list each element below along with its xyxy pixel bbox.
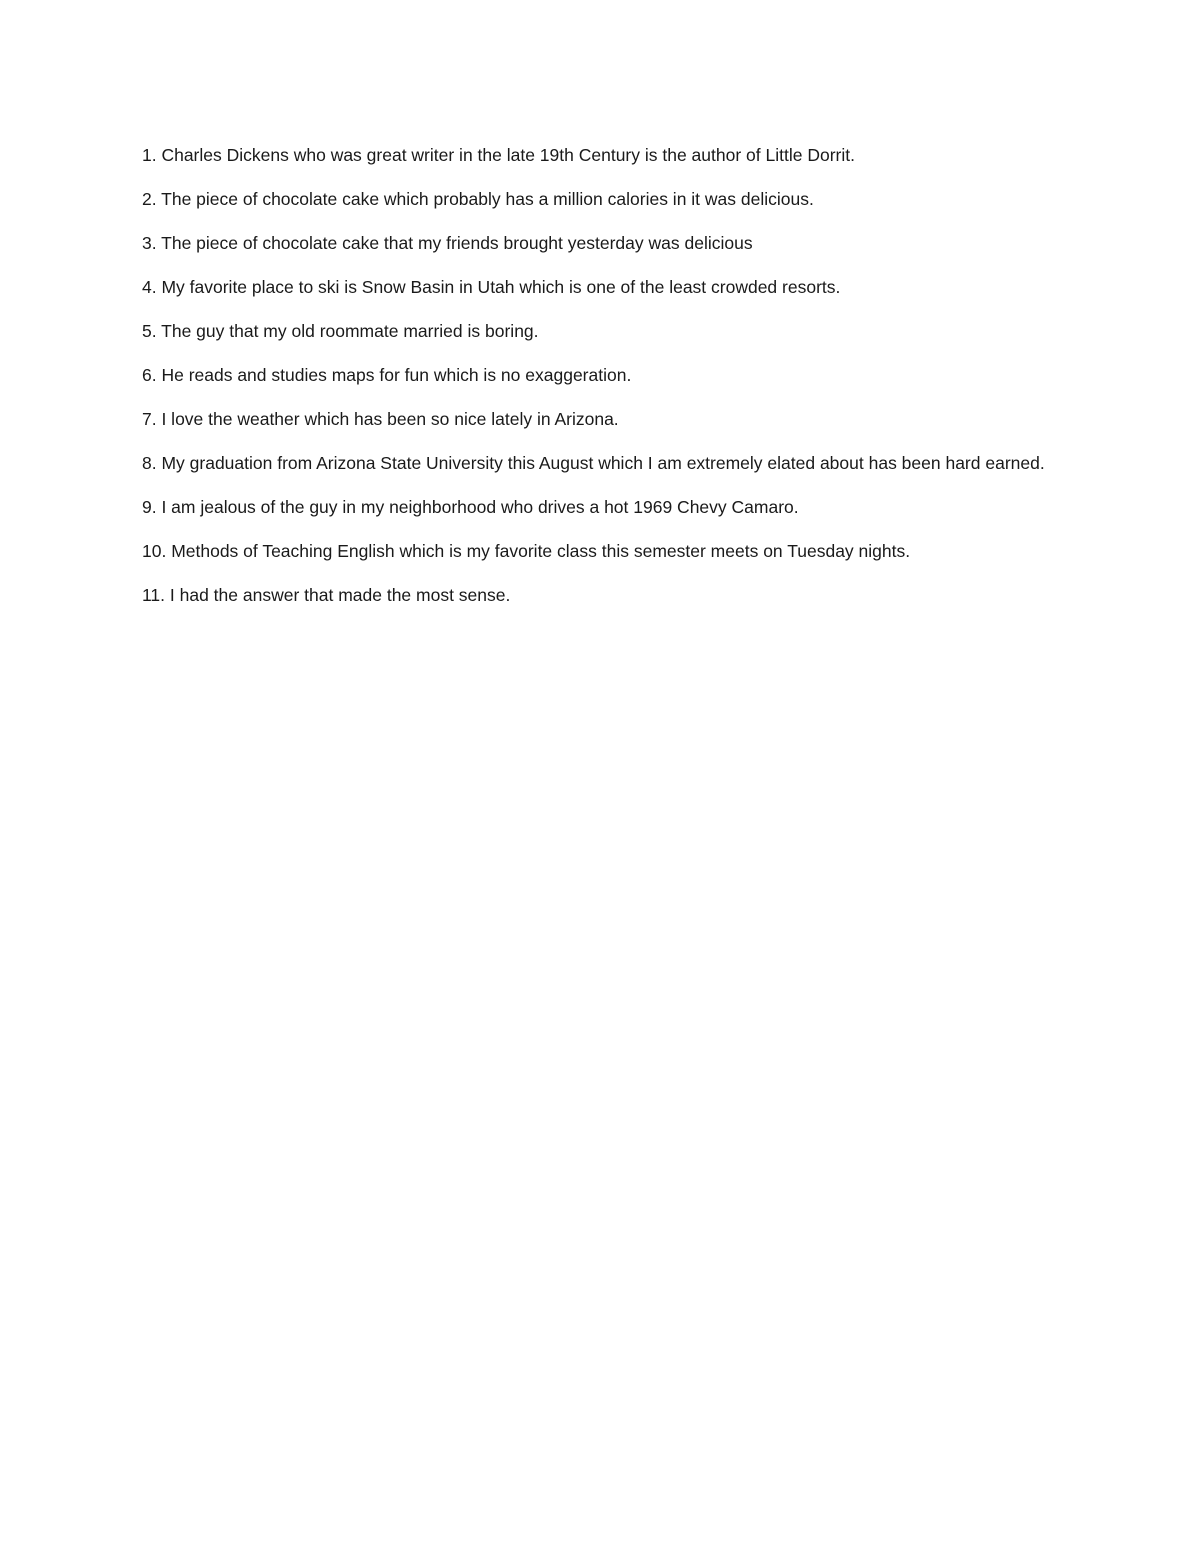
sentence-item: 6. He reads and studies maps for fun which is no exaggeration. bbox=[142, 365, 632, 385]
sentence-item: 1. Charles Dickens who was great writer in the late 19th Century is the author of Little Dorrit. bbox=[142, 145, 855, 165]
sentence-item: 9. I am jealous of the guy in my neighborhood who drives a hot 1969 Chevy Camaro. bbox=[142, 497, 799, 517]
sentence-item: 2. The piece of chocolate cake which probably has a million calories in it was delicious. bbox=[142, 189, 814, 209]
sentence-item: 11. I had the answer that made the most sense. bbox=[142, 585, 511, 605]
sentence-item: 8. My graduation from Arizona State University this August which I am extremely elated about has been hard earned. bbox=[142, 453, 1045, 473]
sentence-item: 5. The guy that my old roommate married is boring. bbox=[142, 321, 539, 341]
sentence-item: 7. I love the weather which has been so nice lately in Arizona. bbox=[142, 409, 619, 429]
sentence-item: 4. My favorite place to ski is Snow Basin in Utah which is one of the least crowded resorts. bbox=[142, 277, 841, 297]
sentence-item: 10. Methods of Teaching English which is my favorite class this semester meets on Tuesday nights. bbox=[142, 541, 911, 561]
sentence-list bbox=[142, 141, 1062, 625]
sentence-item: 3. The piece of chocolate cake that my friends brought yesterday was delicious bbox=[142, 233, 753, 253]
